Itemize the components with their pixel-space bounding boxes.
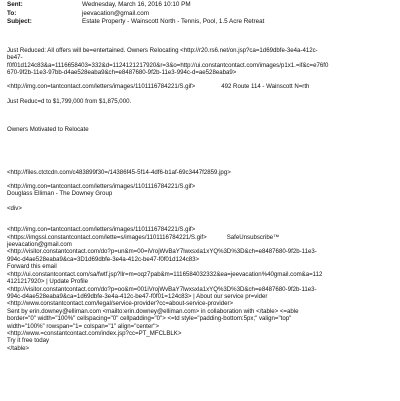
to-row: [7, 10, 392, 19]
safe-unsubscribe-link[interactable]: SafeUnsubscribe™: [226, 233, 280, 241]
body-line: <div>: [7, 204, 22, 212]
unsubscribe-link[interactable]: <http://visitor.constantcontact.com/do?p=un&m=00=iVrojWvBaY7lwxsxla1xYQ%3D%3D&ch=e8487680-9f2b-11e3-: [7, 248, 317, 256]
body-line: be47-: [7, 54, 23, 62]
subject-row: [7, 18, 392, 27]
image-link[interactable]: <http://img.con=tantcontact.com/letters/images/1101116784221/S.gif>: [7, 83, 196, 91]
forward-link[interactable]: <http://ui.constantcontact.com/sa/fwtf.jsp?llr=m=oqz7pab&m=1116584032332&ea=jeevacation%40gmail.com&a=112: [7, 270, 323, 278]
update-profile-text: 4121217920> | Update Profile: [7, 278, 89, 286]
to-label: To:: [7, 9, 17, 17]
email-header: [7, 1, 392, 27]
body-line: </table>: [7, 344, 30, 352]
body-line: [7, 234, 392, 241]
body-line: Owners Motivated to Relocate: [7, 126, 89, 134]
update-profile-link[interactable]: <http://visitor.constantcontact.com/do?p=oo&m=001iVrojWvBaY7lwxsxla1xYQ%3D%3D&ch=e8487680-9f2b-11e3-: [7, 285, 317, 293]
sent-value: Wednesday, March 16, 2016 10:10 PM: [82, 1, 191, 8]
sent-row: [7, 1, 392, 10]
body-line: width="100%" rowspan="1= colspan="1" align="center">: [7, 322, 160, 330]
body-line: f0f01d124c83&a=1116658403=332&d=1124121217920&r=3&o=http://ui.constantcontact.com/images/p1x1.=if&c=e76f0: [7, 61, 329, 69]
to-value: jeevacation@gmail.com: [82, 9, 149, 17]
try-free-link[interactable]: <http://www.=constantcontact.com/index.jsp?cc=PT_MFCLBLK>: [7, 329, 182, 337]
unsubscribe-link[interactable]: 994c-d4ae528eaba9&ca=3D1d69dbfe-3e4a-412c-be47-f0f01d124c83>: [7, 255, 200, 263]
try-free-text: Try it free today: [7, 337, 50, 345]
image-link[interactable]: <http://img.con=tantcontact.com/letters/images/1101116784221/S.gif>: [7, 226, 196, 234]
sent-label: Sent:: [7, 1, 23, 8]
image-link[interactable]: <https://imgssl.constantcontact.com/lette=s/images/1101116784221/S.gif>: [7, 233, 207, 241]
body-line: Douglass Elliman - The Downey Group: [7, 190, 113, 198]
subject-label: Subject:: [7, 18, 32, 26]
email-body: [7, 47, 392, 352]
body-line: Just Reduced: All offers will be=entertained. Owners Relocating <http://r20.rs6.net/on.jsp?ca=1d69dbfe-3e4a-412c-: [7, 46, 318, 54]
image-link[interactable]: <http://img.con=tantcontact.com/letters/images/1101116784221/S.gif>: [7, 183, 196, 191]
service-provider-link[interactable]: <http://www.constantcontact.com/legal/service-provider?cc=about-service-provider>: [7, 300, 234, 308]
email-printout: [0, 1, 400, 401]
body-line: [7, 83, 392, 90]
update-profile-link[interactable]: 994c-d4ae528eaba9&ca=1d69dbfe-3e4a-412c-be47-f0f01=124c83> | About our service pr=vider: [7, 292, 268, 300]
body-line: border="0" width="100%" cellspacing="0" cellpadding="0"> <=td style="padding-bottom:5px;" valign="top": [7, 315, 292, 323]
forward-email-text: Forward this email: [7, 263, 57, 271]
sender-line: Sent by erin.downey@elliman.com <mailto:erin.downey@elliman.com> in collaboration with </table> <=able: [7, 307, 299, 315]
body-line: 670-9f2b-11e3-97bb-d4ae528eaba9&ch=e8487680-9f2b-11e3-994c-d=ae528eaba9>: [7, 69, 237, 76]
email-address: jeevacation@gmail.com: [7, 241, 72, 249]
subject-value: Estate Property - Wainscott North - Tennis, Pool, 1.5 Acre Retreat: [82, 18, 265, 26]
image-link[interactable]: <http://files.ctctcdn.com/c483899f30=/14386f45-5f14-4df6-b1af-69c3447f2859.jpg>: [7, 168, 231, 176]
property-address: 492 Route 114 - Wainscott N=rth: [221, 83, 310, 91]
body-line: Just Reduc=d to $1,799,000 from $1,875,000.: [7, 97, 132, 105]
